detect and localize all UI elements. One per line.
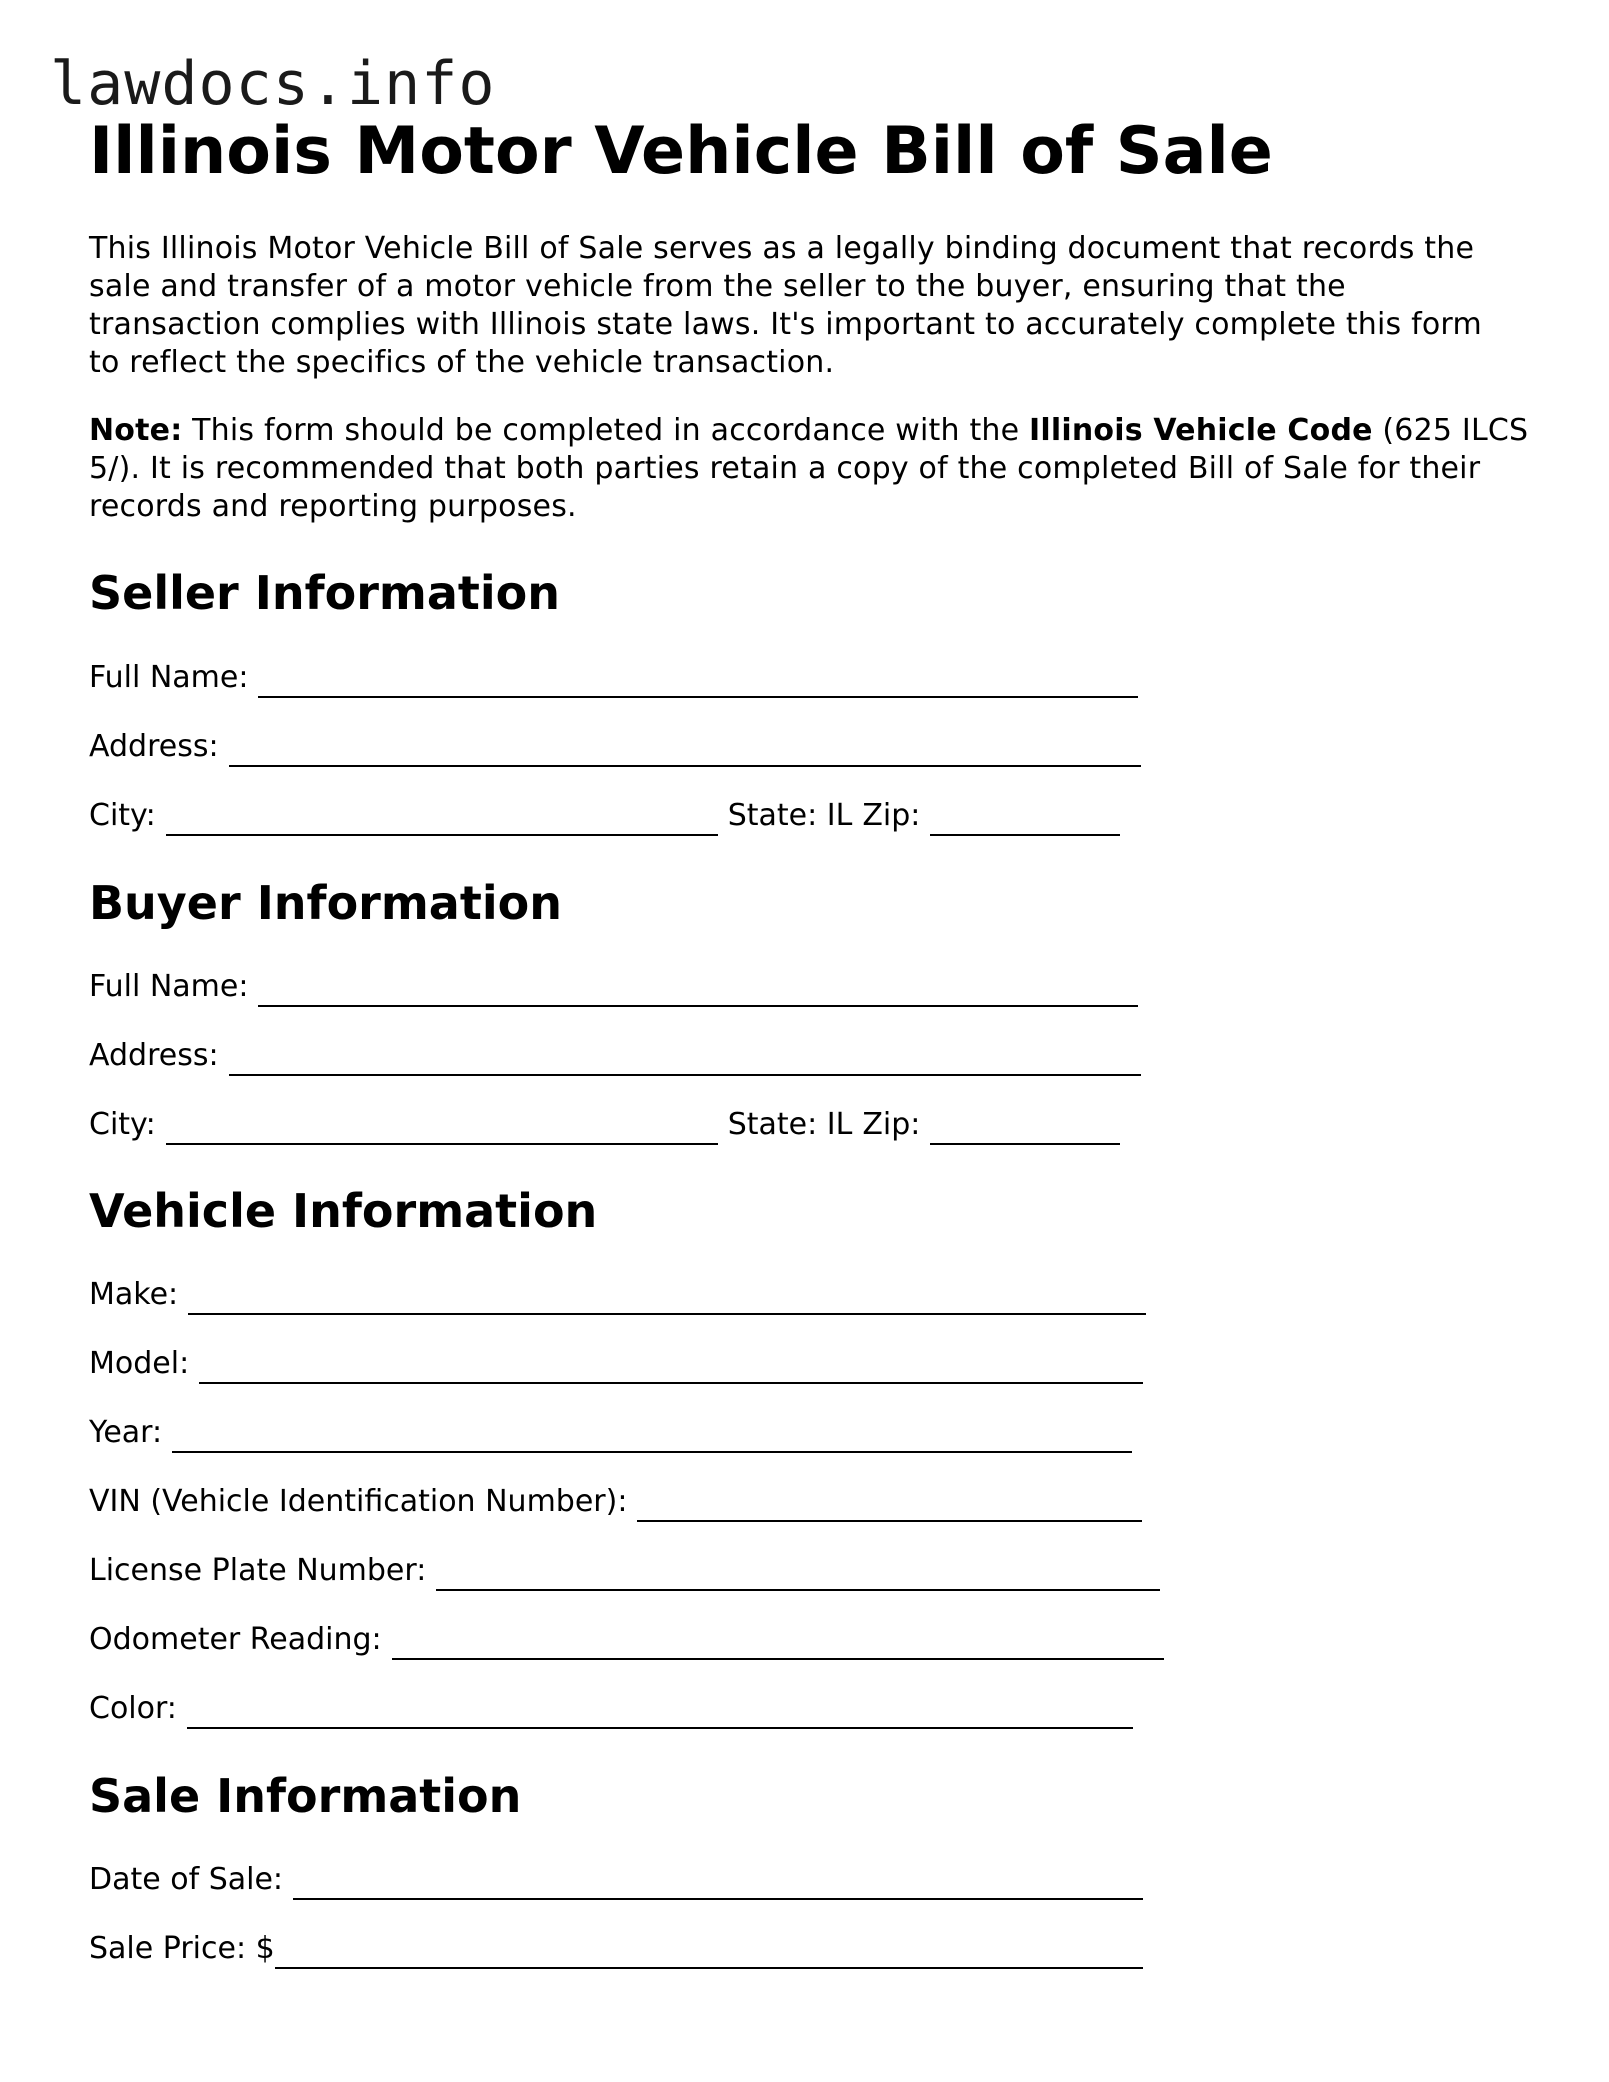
sale-price-label: Sale Price: $: [89, 1931, 275, 1966]
note-paragraph: [89, 412, 1529, 526]
site-watermark: lawdocs.info: [50, 49, 496, 119]
sale-heading: Sale Information: [89, 1769, 522, 1823]
document-title: Illinois Motor Vehicle Bill of Sale: [89, 114, 1273, 189]
buyer-city-field[interactable]: [166, 1113, 718, 1145]
vehicle-color-row: [89, 1689, 1133, 1729]
note-text-before: This form should be completed in accordance with the: [182, 413, 1030, 448]
vehicle-vin-label: VIN (Vehicle Identification Number):: [89, 1484, 628, 1519]
buyer-zip-label: Zip:: [862, 1107, 921, 1142]
sale-date-label: Date of Sale:: [89, 1862, 284, 1897]
vehicle-odometer-label: Odometer Reading:: [89, 1622, 382, 1657]
seller-state-label: State: IL: [727, 798, 853, 833]
seller-city-row: [89, 796, 1120, 836]
vehicle-year-row: [89, 1413, 1132, 1453]
buyer-full-name-row: [89, 967, 1138, 1007]
vehicle-color-field[interactable]: [187, 1697, 1133, 1729]
seller-address-field[interactable]: [229, 735, 1141, 767]
sale-section-heading-wrap: [89, 1768, 521, 1824]
note-label: Note:: [89, 413, 183, 448]
vehicle-odometer-row: [89, 1620, 1164, 1660]
buyer-section-heading-wrap: [89, 875, 562, 931]
vehicle-plate-row: [89, 1551, 1160, 1591]
seller-full-name-field[interactable]: [258, 666, 1138, 698]
buyer-address-label: Address:: [89, 1038, 219, 1073]
vehicle-code-name: Illinois Vehicle Code: [1029, 413, 1373, 448]
seller-full-name-label: Full Name:: [89, 660, 249, 695]
vehicle-model-label: Model:: [89, 1346, 190, 1381]
buyer-zip-field[interactable]: [930, 1113, 1120, 1145]
sale-date-row: [89, 1860, 1143, 1900]
buyer-state-label: State: IL: [727, 1107, 853, 1142]
buyer-city-row: [89, 1105, 1120, 1145]
intro-paragraph: This Illinois Motor Vehicle Bill of Sale serves as a legally binding document that records the sale and transfer of a motor vehicle from the seller to the buyer, ensuring that the transaction complies with Illinois state laws. It's important to accurately complete this form to reflect the specifics of the vehicle transaction.: [89, 231, 1482, 380]
vehicle-heading: Vehicle Information: [89, 1184, 598, 1238]
seller-zip-label: Zip:: [862, 798, 921, 833]
vehicle-model-row: [89, 1344, 1143, 1384]
buyer-full-name-label: Full Name:: [89, 969, 249, 1004]
vehicle-vin-row: [89, 1482, 1142, 1522]
vehicle-plate-field[interactable]: [436, 1559, 1160, 1591]
buyer-full-name-field[interactable]: [258, 975, 1138, 1007]
seller-section-heading-wrap: [89, 565, 560, 621]
vehicle-vin-field[interactable]: [637, 1490, 1142, 1522]
vehicle-plate-label: License Plate Number:: [89, 1553, 427, 1588]
seller-heading: Seller Information: [89, 566, 561, 620]
vehicle-color-label: Color:: [89, 1691, 177, 1726]
seller-address-row: [89, 727, 1141, 767]
buyer-address-row: [89, 1036, 1141, 1076]
seller-zip-field[interactable]: [930, 804, 1120, 836]
vehicle-model-field[interactable]: [199, 1352, 1143, 1384]
seller-city-label: City:: [89, 798, 156, 833]
vehicle-year-field[interactable]: [172, 1421, 1132, 1453]
vehicle-year-label: Year:: [89, 1415, 163, 1450]
seller-full-name-row: [89, 658, 1138, 698]
buyer-heading: Buyer Information: [89, 876, 562, 930]
seller-address-label: Address:: [89, 729, 219, 764]
seller-city-field[interactable]: [166, 804, 718, 836]
note-text-after: (625 ILCS 5/). It is recommended that both parties retain a copy of the completed Bill of Sale for their records and reporting purposes.: [89, 413, 1529, 524]
sale-price-row: [89, 1929, 1143, 1969]
vehicle-make-field[interactable]: [188, 1283, 1146, 1315]
sale-price-field[interactable]: [275, 1937, 1143, 1969]
vehicle-make-label: Make:: [89, 1277, 179, 1312]
buyer-city-label: City:: [89, 1107, 156, 1142]
buyer-address-field[interactable]: [229, 1044, 1141, 1076]
vehicle-odometer-field[interactable]: [392, 1628, 1164, 1660]
vehicle-make-row: [89, 1275, 1146, 1315]
bill-of-sale-document: [89, 110, 1529, 1966]
vehicle-section-heading-wrap: [89, 1183, 597, 1239]
sale-date-field[interactable]: [293, 1868, 1143, 1900]
